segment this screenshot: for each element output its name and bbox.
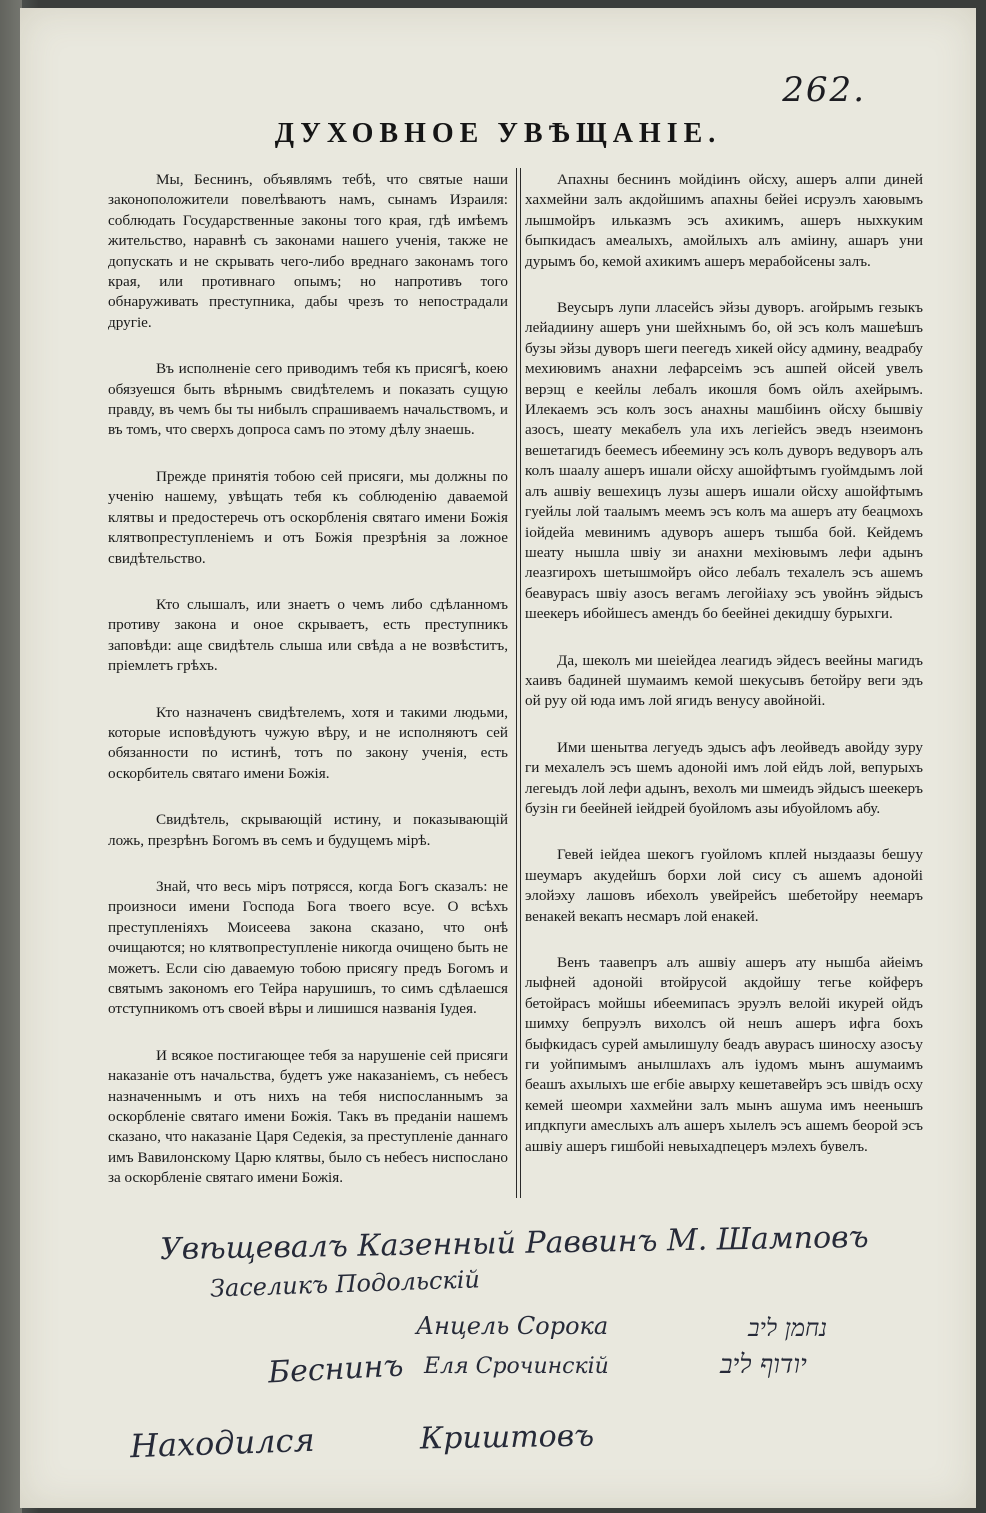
handwritten-signature: Заселикъ Подольскій: [209, 1265, 481, 1303]
book-binding: [0, 0, 22, 1513]
handwritten-signature: Еля Срочинскій: [424, 1354, 609, 1379]
handwritten-signature: Анцель Сорока: [416, 1312, 609, 1340]
paragraph: Гевей іейдеа шекогъ гуойломъ кплей ныздаазы бешуу шеумаръ акудейшъ борхи лой сису съ ашемъ адонойі элойэху лашовъ ибехолъ увейрейсъ шебетойру неемаръ венакей векапъ несмаръ лой енакей.: [525, 846, 923, 925]
document-page: [20, 8, 976, 1508]
paragraph: Апахны беснинъ мойдіинъ ойсху, ашеръ алпи диней хахмейни залъ акдойшимъ апахны бейеі исруэлъ хаювымъ лышмойръ ильказмъ эсъ ахикимъ, ашеръ ныхкуким быпкидасъ амеалыхъ, амойлыхъ алъ аміину, ашаръ уни дурымъ бо, кемой ахикимъ ашеръ мерабойсены залъ.: [525, 171, 923, 270]
paragraph: Ими шенытва легуедъ эдысъ афъ леойведъ авойду зуру ги мехалелъ эсъ шемъ адонойі имъ лой ейдъ лой, вепурыхъ легеыдъ лой лефи адынъ, вехолъ ми шмеидъ эйдысъ шеекеръ бузін ги беейней іейдрей буойломъ азы ибуойломъ абу.: [525, 738, 923, 817]
paragraph: Въ исполненіе сего приводимъ тебя къ присягѣ, коею обязуешся быть вѣрнымъ свидѣтелемъ и показать сущую правду, въ чемъ бы ты нибылъ спрашиваемъ начальствомъ, и въ томъ, что сверхъ допроса самъ по этому дѣлу знаешь.: [108, 360, 508, 439]
paragraph: Кто назначенъ свидѣтелемъ, хотя и такими людьми, которые исповѣдуютъ чужую вѣру, и не исполняютъ сей обязанности по истинѣ, тотъ по закону ученія, есть оскорбитель святаго имени Божія.: [108, 703, 508, 782]
paragraph: И всякое постигающее тебя за нарушеніе сей присяги наказаніе отъ начальства, будетъ уже наказаніемъ, съ небесъ назначеннымъ и отъ нихъ на тебя ниспосланнымъ за оскорбленіе святаго имени Божія. Такъ въ преданіи нашемъ сказано, что наказаніе Царя Седекія, за преступленіе даннаго имъ Вавилонскому Царю клятвы, было съ небесъ ниспослано за оскорбленіе святаго имени Божія.: [108, 1046, 508, 1187]
column-divider: [516, 168, 521, 1198]
paragraph: Прежде принятія тобою сей присяги, мы должны по ученію нашему, увѣщать тебя къ соблюденію даваемой клятвы и предостеречь отъ оскорбленія святаго имени Божія клятвопреступленіемъ и отъ Божія презрѣнія за ложное свидѣтельство.: [108, 467, 508, 567]
paragraph: Венъ таавепръ алъ ашвіу ашеръ ату нышба айеімъ лыфней адонойі втойрусой акдойшу тегье койферъ бетойрасъ мойшы ибеемипасъ эруэлъ велойі икурей ойдъ шимху бепруэлъ вихолсъ ой нешъ ашеръ ифга бохъ быфкидасъ сурей амылишулу беадъ авурасъ шиносху азосъу ги уойпимымъ анылшлахъ алъ іудомъ мынъ ашумаимъ беашъ ахылыхъ ше егбіе авырху кешетавейръ эсъ швідъ осху кемей шеомри хахмейни залъ мынъ ашума имъ неенышъ ипдкпуги амеслыхъ алъ ашеръ хылелъ эсъ ашемъ беорой эсъ ашвіу ашеръ гишбойі невыхадпецеръ мэлехъ бувелъ.: [525, 954, 923, 1155]
page-number: 262.: [782, 70, 866, 110]
handwritten-signature: Находился: [129, 1420, 316, 1466]
right-column-transliteration: [525, 170, 923, 1183]
handwritten-signature: Увѣщевалъ Казенный Раввинъ М. Шамповъ: [159, 1219, 869, 1268]
handwritten-signature: נחמן ליב: [748, 1314, 828, 1342]
paragraph: Знай, что весь міръ потрясся, когда Богъ сказалъ: не произноси имени Господа Бога твоего всуе. О всѣхъ преступленіяхъ Моисеева закона сказано, что онѣ очищаются; но клятвопреступленіе никогда очищено быть не можетъ. Если сію даваемую тобою присягу предъ Богомъ и святымъ закономъ его Тейра нарушишъ, то симъ сдѣлаешся отступникомъ отъ своей вѣры и лишишся названія Іудея.: [108, 877, 508, 1018]
handwritten-signature: Криштовъ: [419, 1418, 595, 1457]
paragraph: Веусыръ лупи лласейсъ эйзы дуворъ. агойрымъ гезыкъ лейадиину ашеръ уни шейхнымъ бо, ой эсъ колъ машеѣшъ бузы эйзы дуворъ шеги пеегедъ хикей ойсу админу, веадрабу мехиювимъ анахни лефарсеімъ эсъ ашпей ойсей увелъ верэщ е кеейлы лебалъ икошля бомъ ойлъ ахейрымъ. Илекаемъ эсъ колъ зосъ анахны машбіинъ ойсху бышвіу азосъ, шеату мекабелъ ула ихъ легіейсъ эведъ нзеимонъ вешетагидъ беемесъ ибеемину эсъ колъ дуворъ ведуворъ алъ колъ шаалу ашеръ ишали ойсху ашойфтымъ гуоймдымъ лой алъ ашвіу вешехицъ лузы ашеръ ишали ойсху ашойфтымъ гуейлы лой таалымъ меемъ эсъ колъ ма ашеръ ату беацмохъ іойдейа мевинимъ адуворъ ашеръ тышба бой. Кейдемъ шеату нышла швіу зи анахни мехіювымъ лефи адынъ леазгирохъ шетышмойръ ойсо лебалъ техалелъ эсъ ашемъ беавурасъ швіу азосъ вегамъ легойіаху эсъ увойнъ эйдысъ шеекеръ ибойшесъ амендъ бо беейнеі декидшу бурыхги.: [525, 299, 923, 623]
handwritten-signature: יודוף ליב: [720, 1350, 807, 1380]
paragraph: Мы, Беснинъ, объявлямъ тебѣ, что святые наши законоположители повелѣваютъ намъ, сынамъ Израиля: соблюдать Государственные законы того края, гдѣ имѣемъ жительство, наравнѣ съ законами нашего ученія, также не допускать и не скрывать чего-либо вреднаго законамъ того края, или противнаго опымъ; но напротивъ того обнаруживать преступника, дабы чрезъ то непострадали другіе.: [108, 171, 508, 331]
document-title: ДУХОВНОЕ УВѢЩАНІЕ.: [274, 118, 722, 149]
left-column-russian: [108, 170, 508, 1215]
paragraph: Да, шеколъ ми шеіейдеа леагидъ эйдесъ веейны магидъ хаивъ бадиней шумаимъ кемой шекусывъ бетойру веги эдъ ой руу ой юда имъ лой ягидъ венусу авойнойі.: [525, 651, 923, 710]
paragraph: Кто слышалъ, или знаетъ о чемъ либо сдѣланномъ противу закона и оное скрываетъ, есть преступникъ заповѣди: аще свидѣтель слыша или свѣда а не возвѣститъ, пріемлетъ грѣхъ.: [108, 595, 508, 675]
handwritten-signature: Беснинъ: [267, 1348, 405, 1391]
paragraph: Свидѣтель, скрывающій истину, и показывающій ложь, презрѣнъ Богомъ въ семъ и будущемъ мірѣ.: [108, 811, 508, 849]
